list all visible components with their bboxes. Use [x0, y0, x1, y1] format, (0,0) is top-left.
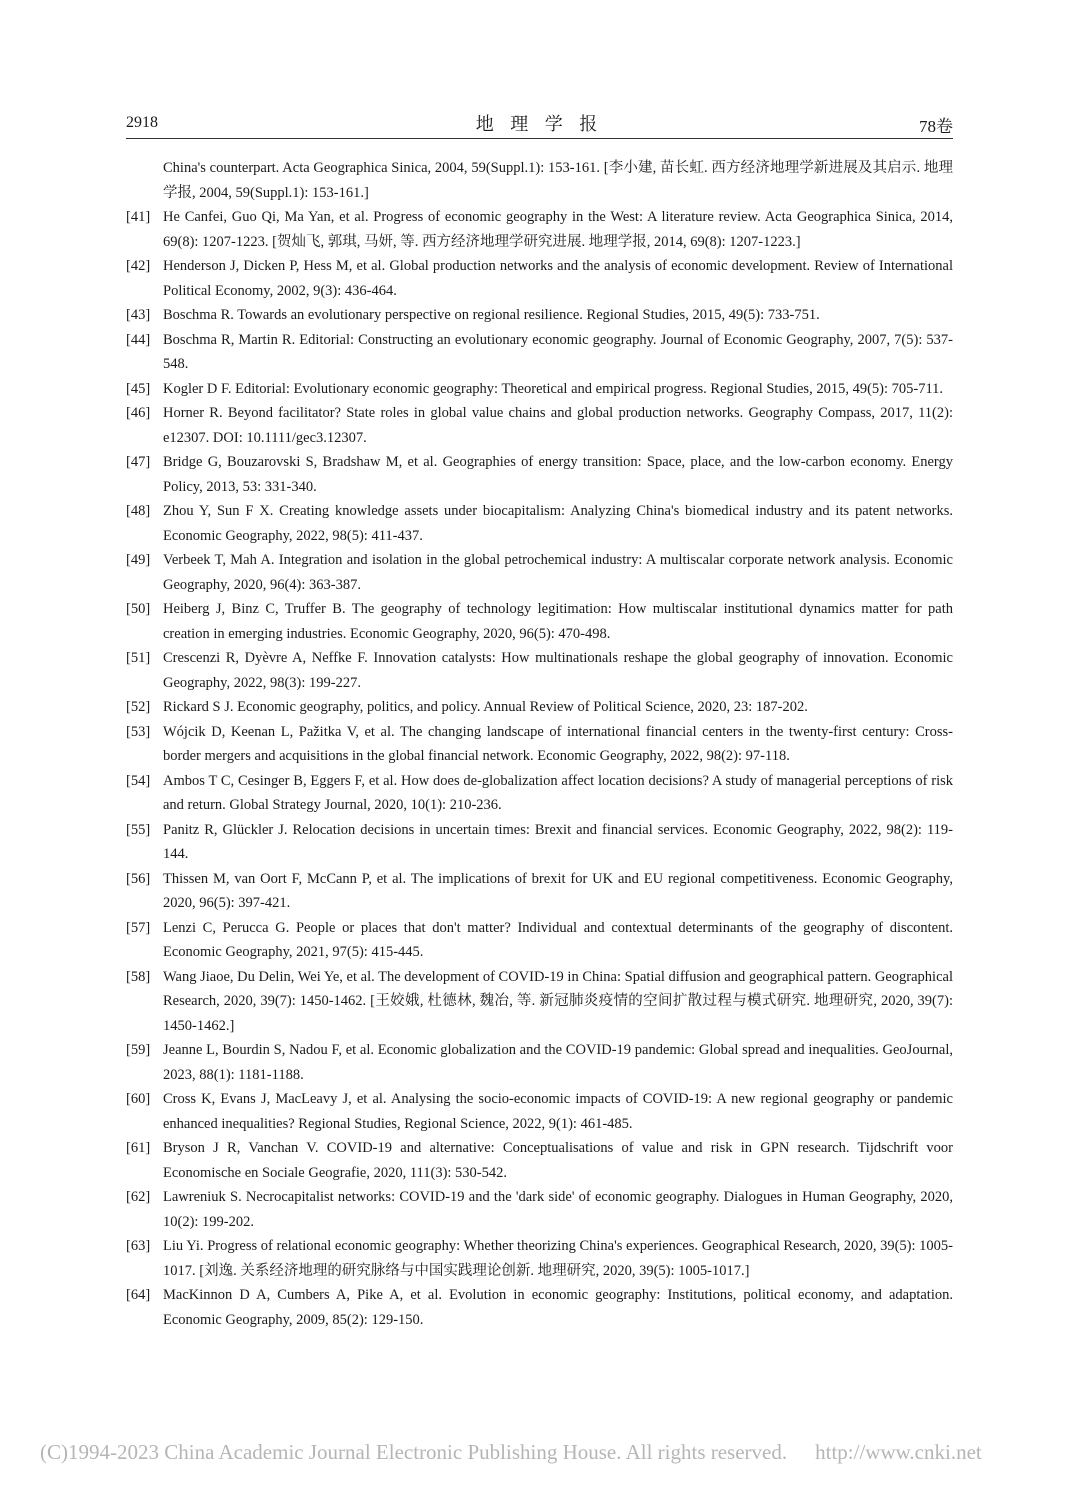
reference-text: Panitz R, Glückler J. Relocation decisions in uncertain times: Brexit and financial services. Economic Geography, 2022, 98(2): 119-144. — [163, 821, 953, 862]
reference-number: [50] — [126, 601, 151, 617]
reference-text: Rickard S J. Economic geography, politics, and policy. Annual Review of Political Science, 2020, 23: 187-202. — [163, 699, 808, 715]
reference-text: Bryson J R, Vanchan V. COVID-19 and alternative: Conceptualisations of value and risk in GPN research. Tijdschrift voor Economische en Sociale Geografie, 2020, 111(3): 530-542. — [163, 1140, 953, 1181]
reference-item — [126, 377, 953, 402]
reference-text: Cross K, Evans J, MacLeavy J, et al. Analysing the socio-economic impacts of COVID-19: A new regional geography or pandemic enhanced inequalities? Regional Studies, Regional Science, 2022, 9(1): 461-485. — [163, 1091, 953, 1132]
reference-text: Boschma R. Towards an evolutionary perspective on regional resilience. Regional Studies, 2015, 49(5): 733-751. — [163, 307, 820, 323]
reference-item — [126, 303, 953, 328]
reference-number: [58] — [126, 968, 151, 985]
reference-text: Bridge G, Bouzarovski S, Bradshaw M, et al. Geographies of energy transition: Space, place, and the low-carbon economy. Energy Policy, 2013, 53: 331-340. — [163, 454, 953, 495]
reference-item — [126, 1087, 953, 1136]
reference-number: [42] — [126, 258, 151, 274]
reference-number: [54] — [126, 772, 151, 789]
reference-text: Crescenzi R, Dyèvre A, Neffke F. Innovation catalysts: How multinationals reshape the global geography of innovation. Economic Geography, 2022, 98(3): 199-227. — [163, 650, 953, 691]
volume-label: 78卷 — [919, 117, 953, 136]
reference-item — [126, 1185, 953, 1234]
reference-item — [126, 254, 953, 303]
reference-text: Lenzi C, Perucca G. People or places that don't matter? Individual and contextual determinants of the geography of discontent. Economic Geography, 2021, 97(5): 415-445. — [163, 919, 953, 960]
reference-item — [126, 548, 953, 597]
reference-text: He Canfei, Guo Qi, Ma Yan, et al. Progress of economic geography in the West: A literature review. Acta Geographica Sinica, 2014, 69(8): 1207-1223. [贺灿飞, 郭琪, 马妍, 等. 西方经济地理学研究进展. 地理学报, 2014, 69(8): 1207-1223.] — [163, 209, 953, 250]
reference-item — [126, 916, 953, 965]
reference-item — [126, 867, 953, 916]
reference-number: [52] — [126, 699, 151, 715]
reference-item — [126, 769, 953, 818]
reference-item — [126, 597, 953, 646]
reference-item — [126, 720, 953, 769]
reference-text: MacKinnon D A, Cumbers A, Pike A, et al. Evolution in economic geography: Institutions, political economy, and adaptation. Economic Geography, 2009, 85(2): 129-150. — [163, 1287, 953, 1328]
reference-item — [126, 1234, 953, 1283]
reference-number: [51] — [126, 650, 151, 666]
reference-number: [41] — [126, 209, 151, 225]
cnki-url: http://www.cnki.net — [815, 1440, 982, 1464]
reference-number: [62] — [126, 1189, 151, 1205]
reference-text: China's counterpart. Acta Geographica Sinica, 2004, 59(Suppl.1): 153-161. [李小建, 苗长虹. 西方经济地理学新进展及其启示. 地理学报, 2004, 59(Suppl.1): 153-161.] — [163, 160, 953, 201]
reference-number: [57] — [126, 919, 151, 936]
reference-text: Verbeek T, Mah A. Integration and isolation in the global petrochemical industry: A multiscalar corporate network analysis. Economic Geography, 2020, 96(4): 363-387. — [163, 552, 953, 593]
reference-number: [45] — [126, 380, 151, 397]
reference-number: [60] — [126, 1091, 151, 1107]
reference-number: [64] — [126, 1287, 151, 1303]
reference-item — [126, 818, 953, 867]
copyright-text: (C)1994-2023 China Academic Journal Electronic Publishing House. All rights reserved. — [40, 1440, 788, 1464]
reference-number: [63] — [126, 1238, 151, 1254]
reference-text: Wójcik D, Keenan L, Pažitka V, et al. The changing landscape of international financial centers in the twenty-first century: Cross-border mergers and acquisitions in the global financial network. Economic Geography, 2022, 98(2): 97-118. — [163, 723, 953, 764]
reference-item — [126, 646, 953, 695]
reference-item — [126, 1283, 953, 1332]
reference-number: [56] — [126, 870, 151, 887]
reference-number: [44] — [126, 331, 151, 348]
reference-item — [126, 401, 953, 450]
reference-text: Boschma R, Martin R. Editorial: Constructing an evolutionary economic geography. Journal of Economic Geography, 2007, 7(5): 537-548. — [163, 331, 953, 372]
reference-number: [61] — [126, 1140, 151, 1156]
reference-text: Ambos T C, Cesinger B, Eggers F, et al. How does de-globalization affect location decisions? A study of managerial perceptions of risk and return. Global Strategy Journal, 2020, 10(1): 210-236. — [163, 772, 953, 813]
reference-text: Jeanne L, Bourdin S, Nadou F, et al. Economic globalization and the COVID-19 pandemic: Global spread and inequalities. GeoJournal, 2023, 88(1): 1181-1188. — [163, 1042, 953, 1083]
reference-text: Heiberg J, Binz C, Truffer B. The geography of technology legitimation: How multiscalar institutional dynamics matter for path creation in emerging industries. Economic Geography, 2020, 96(5): 470-498. — [163, 601, 953, 642]
reference-text: Wang Jiaoe, Du Delin, Wei Ye, et al. The development of COVID-19 in China: Spatial diffusion and geographical pattern. Geographical Research, 2020, 39(7): 1450-1462. [王姣娥, 杜德林, 魏冶, 等. 新冠肺炎疫情的空间扩散过程与模式研究. 地理研究, 2020, 39(7): 1450-1462.] — [163, 968, 953, 1034]
reference-number: [55] — [126, 821, 151, 838]
reference-number: [48] — [126, 503, 151, 519]
reference-item — [126, 205, 953, 254]
reference-text: Henderson J, Dicken P, Hess M, et al. Global production networks and the analysis of economic development. Review of International Political Economy, 2002, 9(3): 436-464. — [163, 258, 953, 299]
reference-item — [126, 1136, 953, 1185]
reference-text: Liu Yi. Progress of relational economic geography: Whether theorizing China's experiences. Geographical Research, 2020, 39(5): 1005-1017. [刘逸. 关系经济地理的研究脉络与中国实践理论创新. 地理研究, 2020, 39(5): 1005-1017.] — [163, 1238, 953, 1279]
reference-item — [126, 450, 953, 499]
reference-number: [47] — [126, 454, 151, 470]
copyright-footer — [40, 1440, 1040, 1465]
reference-text: Zhou Y, Sun F X. Creating knowledge assets under biocapitalism: Analyzing China's biomedical industry and its patent networks. Economic Geography, 2022, 98(5): 411-437. — [163, 503, 953, 544]
journal-title: 地 理 学 报 — [475, 114, 604, 134]
reference-text: Thissen M, van Oort F, McCann P, et al. The implications of brexit for UK and EU regional competitiveness. Economic Geography, 2020, 96(5): 397-421. — [163, 870, 953, 911]
reference-text: Kogler D F. Editorial: Evolutionary economic geography: Theoretical and empirical progress. Regional Studies, 2015, 49(5): 705-711. — [163, 380, 944, 397]
reference-number: [59] — [126, 1042, 151, 1058]
reference-item — [126, 965, 953, 1039]
reference-item — [126, 328, 953, 377]
reference-number: [49] — [126, 552, 151, 568]
reference-number: [46] — [126, 405, 151, 421]
reference-list — [126, 156, 953, 1332]
page-number: 2918 — [126, 114, 158, 131]
reference-item — [126, 1038, 953, 1087]
reference-number: [53] — [126, 723, 151, 740]
page-header — [126, 108, 953, 139]
reference-text: Horner R. Beyond facilitator? State roles in global value chains and global production networks. Geography Compass, 2017, 11(2): e12307. DOI: 10.1111/gec3.12307. — [163, 405, 953, 446]
reference-text: Lawreniuk S. Necrocapitalist networks: COVID-19 and the 'dark side' of economic geography. Dialogues in Human Geography, 2020, 10(2): 199-202. — [163, 1189, 953, 1230]
reference-item — [126, 156, 953, 205]
reference-item — [126, 695, 953, 720]
reference-number: [43] — [126, 307, 151, 323]
reference-item — [126, 499, 953, 548]
